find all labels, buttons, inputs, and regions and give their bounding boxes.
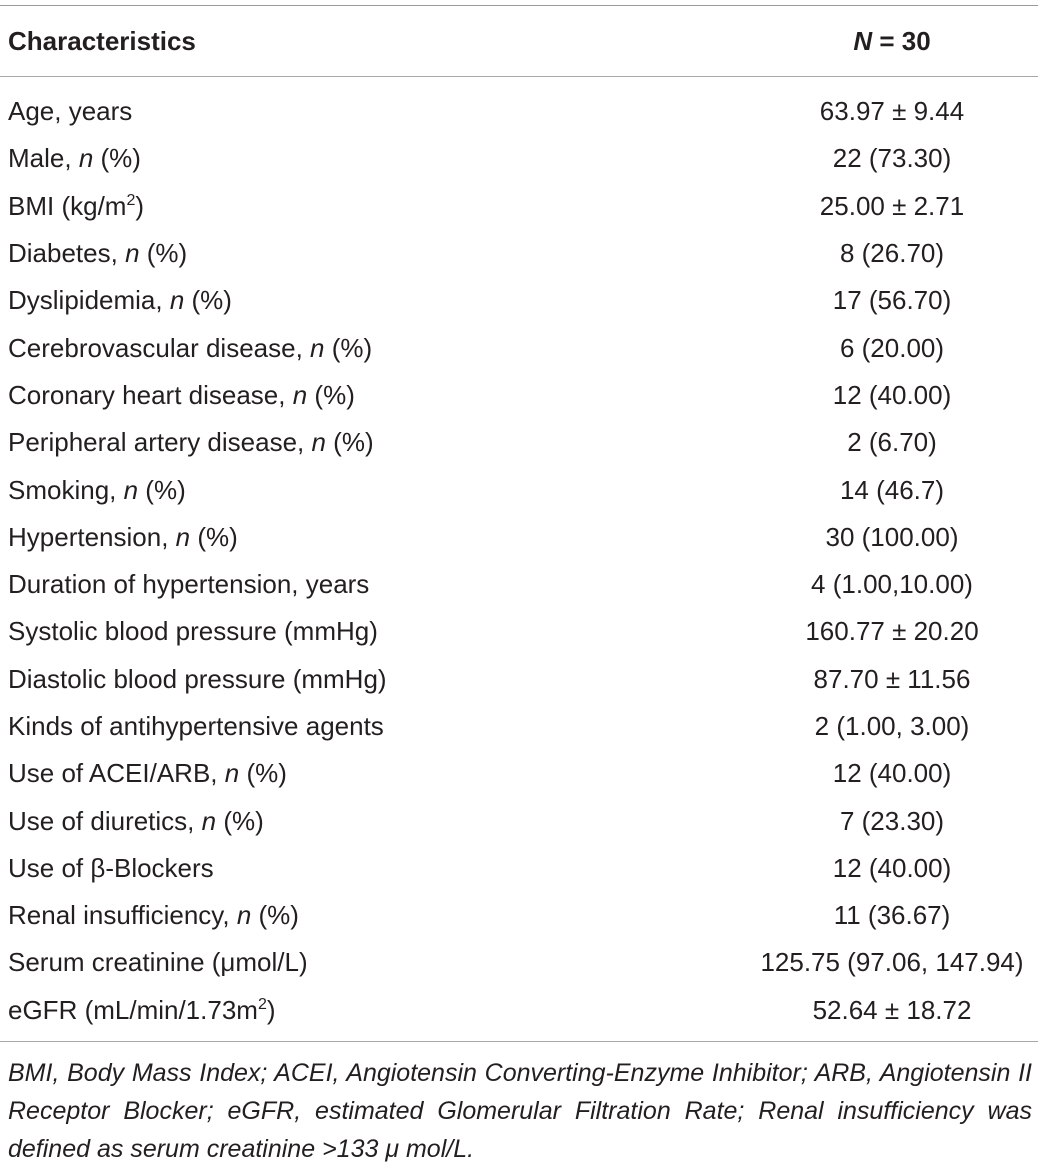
label-text-after: (%) xyxy=(139,238,188,269)
row-label xyxy=(0,238,746,269)
table-row xyxy=(0,987,1038,1034)
table-row xyxy=(0,88,1038,135)
row-label xyxy=(0,285,746,316)
row-label xyxy=(0,995,746,1026)
label-text: Smoking, xyxy=(8,474,124,505)
row-value: 52.64 ± 18.72 xyxy=(812,994,972,1025)
row-label xyxy=(0,664,746,695)
table-row xyxy=(0,514,1038,561)
characteristics-table xyxy=(0,5,1038,1168)
label-italic: n xyxy=(311,427,326,458)
label-text: Dyslipidemia, xyxy=(8,285,170,316)
label-text-after: (%) xyxy=(251,900,299,931)
row-label xyxy=(0,522,746,553)
label-text: Peripheral artery disease, xyxy=(8,427,312,458)
table-row xyxy=(0,324,1038,371)
label-text: Use of β-Blockers xyxy=(8,852,214,883)
row-value: 12 (40.00) xyxy=(832,852,952,883)
table-row xyxy=(0,845,1038,892)
label-text: Use of ACEI/ARB, xyxy=(8,758,225,789)
row-value: 7 (23.30) xyxy=(839,805,945,836)
row-label xyxy=(0,616,746,647)
header-n-label: N xyxy=(853,25,873,56)
row-label xyxy=(0,711,746,742)
row-value: 17 (56.70) xyxy=(832,285,952,316)
label-text-after: (%) xyxy=(216,805,264,836)
label-italic: n xyxy=(310,332,325,363)
label-text-after: (%) xyxy=(190,521,238,552)
label-text: Hypertension, xyxy=(8,521,176,552)
row-value: 22 (73.30) xyxy=(832,143,952,174)
row-value: 11 (36.67) xyxy=(833,900,951,931)
label-text: Male, xyxy=(8,143,79,174)
label-text: Duration of hypertension, years xyxy=(8,569,370,600)
row-label xyxy=(0,569,746,600)
label-italic: n xyxy=(169,285,185,316)
table-row xyxy=(0,466,1038,513)
row-value: 14 (46.7) xyxy=(839,474,945,505)
row-label xyxy=(0,191,746,222)
label-text: BMI (kg/m xyxy=(8,190,127,221)
row-value: 12 (40.00) xyxy=(832,758,952,789)
label-text: Serum creatinine (μmol/L) xyxy=(8,947,308,978)
row-label xyxy=(0,380,746,411)
table-body xyxy=(0,77,1038,1041)
row-label xyxy=(0,806,746,837)
row-value: 160.77 ± 20.20 xyxy=(805,616,979,647)
label-text: eGFR (mL/min/1.73m xyxy=(8,994,258,1025)
table-row xyxy=(0,277,1038,324)
row-value: 4 (1.00,10.00) xyxy=(811,569,973,600)
label-text: Coronary heart disease, xyxy=(8,379,293,410)
label-text: Use of diuretics, xyxy=(8,805,202,836)
label-text-after: (%) xyxy=(324,332,373,363)
row-label xyxy=(0,333,746,364)
table-row xyxy=(0,608,1038,655)
table-row xyxy=(0,797,1038,844)
row-value: 125.75 (97.06, 147.94) xyxy=(760,947,1024,978)
label-italic: n xyxy=(123,474,139,505)
row-label xyxy=(0,900,746,931)
table-row xyxy=(0,892,1038,939)
label-text: Diastolic blood pressure (mmHg) xyxy=(8,663,387,694)
label-italic: n xyxy=(201,805,217,836)
header-sample-size xyxy=(746,26,1038,57)
label-italic: n xyxy=(292,379,308,410)
label-text-end: ) xyxy=(266,994,276,1025)
label-text-after: (%) xyxy=(138,474,186,505)
label-italic: n xyxy=(224,758,240,789)
label-text-after: (%) xyxy=(307,379,355,410)
row-value: 12 (40.00) xyxy=(832,379,952,410)
label-text: Age, years xyxy=(8,96,133,127)
table-row xyxy=(0,419,1038,466)
label-text: Systolic blood pressure (mmHg) xyxy=(8,616,378,647)
label-superscript: 2 xyxy=(126,191,136,209)
label-text-after: (%) xyxy=(184,285,232,316)
label-italic: n xyxy=(125,238,140,269)
table-row xyxy=(0,372,1038,419)
table-row xyxy=(0,939,1038,986)
row-label xyxy=(0,427,746,458)
label-text-after: (%) xyxy=(325,427,374,458)
table-row xyxy=(0,750,1038,797)
header-n-value: = 30 xyxy=(872,25,931,56)
label-text: Kinds of antihypertensive agents xyxy=(8,711,384,741)
row-value: 8 (26.70) xyxy=(839,238,945,269)
row-value: 2 (6.70) xyxy=(847,427,937,458)
row-label xyxy=(0,96,746,127)
row-label xyxy=(0,475,746,506)
table-row xyxy=(0,656,1038,703)
row-value: 2 (1.00, 3.00) xyxy=(814,711,970,741)
row-value: 87.70 ± 11.56 xyxy=(813,663,971,694)
table-row xyxy=(0,183,1038,230)
table-row xyxy=(0,561,1038,608)
label-text: Diabetes, xyxy=(8,238,126,269)
label-text-end: ) xyxy=(135,190,145,221)
row-label xyxy=(0,758,746,789)
label-text: Cerebrovascular disease, xyxy=(8,332,311,363)
row-value: 30 (100.00) xyxy=(825,521,959,552)
table-header-row xyxy=(0,6,1038,76)
label-italic: n xyxy=(175,521,191,552)
row-label xyxy=(0,143,746,174)
table-row xyxy=(0,135,1038,182)
label-italic: n xyxy=(78,143,94,174)
label-italic: n xyxy=(236,900,252,931)
label-text-after: (%) xyxy=(93,143,141,174)
row-label xyxy=(0,947,746,978)
label-superscript: 2 xyxy=(257,995,267,1013)
row-value: 63.97 ± 9.44 xyxy=(819,96,965,127)
table-row xyxy=(0,703,1038,750)
row-value: 25.00 ± 2.71 xyxy=(819,190,965,221)
row-value: 6 (20.00) xyxy=(839,332,945,363)
label-text: Renal insufficiency, xyxy=(8,900,237,931)
label-text-after: (%) xyxy=(239,758,287,789)
header-characteristics: Characteristics xyxy=(8,25,196,56)
table-row xyxy=(0,230,1038,277)
row-label xyxy=(0,853,746,884)
table-footnote: BMI, Body Mass Index; ACEI, Angiotensin Converting-Enzyme Inhibitor; ARB, Angiotensin II Receptor Blocker; eGFR, estimated Glomerular Filtration Rate; Renal insufficiency was defined as serum creatinine >133 μ mol/L. xyxy=(8,1058,1032,1163)
